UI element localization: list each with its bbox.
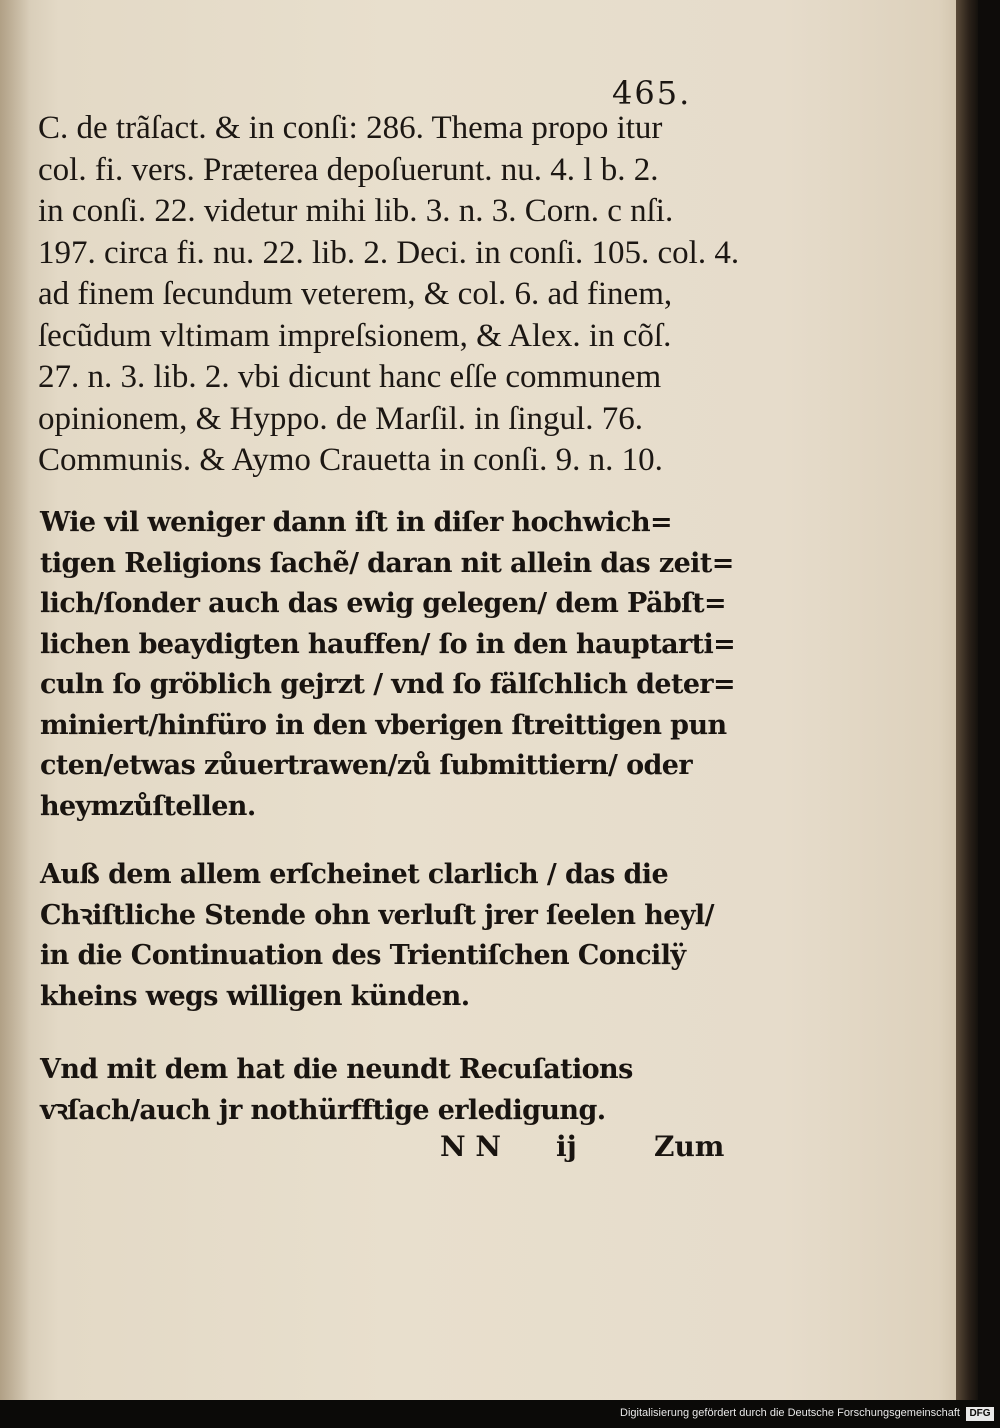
text-line: Chꝛiſtliche Stende ohn verluſt jrer ſeelen heyl/ [40, 899, 714, 931]
text-line: opinionem, & Hyppo. de Marſil. in ſingul. 76. [38, 400, 643, 437]
text-line: in conſi. 22. videtur mihi lib. 3. n. 3. Corn. c nſi. [38, 193, 674, 229]
text-line: Wie vil weniger dann iſt in diſer hochwich= [40, 507, 672, 538]
funding-notice: Digitalisierung gefördert durch die Deutsche Forschungsgemeinschaft [620, 1407, 960, 1419]
text-line: 27. n. 3. lib. 2. vbi dicunt hanc eſſe communem [38, 359, 662, 395]
text-line: Auß dem allem erſcheinet clarlich / das die [40, 859, 669, 890]
text-line: heymzůſtellen. [40, 790, 256, 822]
paragraph-1 [40, 503, 740, 827]
text-line: kheins wegs willigen künden. [40, 980, 470, 1012]
signature-line [440, 1130, 740, 1170]
paragraph-3 [40, 1050, 740, 1131]
text-line: col. fi. vers. Præterea depoſuerunt. nu. 4. l b. 2. [38, 151, 659, 188]
text-line: culn ſo gröblich gejrzt / vnd ſo fälſchlich deter= [40, 669, 736, 700]
paragraph-2 [40, 855, 740, 1017]
text-line: in die Continuation des Trientiſchen Concilÿ [40, 940, 686, 971]
catchword: Zum [654, 1130, 725, 1163]
text-line: miniert/hinfüro in den vberigen ſtreittigen pun [40, 709, 727, 741]
text-line: tigen Religions ſachẽ/ daran nit allein das zeit= [40, 547, 734, 579]
signature-mark: N N [440, 1130, 501, 1163]
text-line: lichen beaydigten hauffen/ ſo in den hauptarti= [40, 628, 736, 660]
text-line: ad finem ſecundum veterem, & col. 6. ad finem, [38, 276, 673, 312]
text-line: lich/ſonder auch das ewig gelegen/ dem Päbſt= [40, 588, 727, 619]
text-line: vꝛſach/auch jr nothürfftige erledigung. [40, 1094, 606, 1126]
text-line: ſecũdum vltimam impreſsionem, & Alex. in cõſ. [38, 317, 672, 354]
signature-number: ij [556, 1130, 577, 1163]
text-line: cten/etwas zůuertrawen/zů ſubmittiern/ oder [40, 750, 692, 781]
text-line: C. de trãſact. & in conſi: 286. Thema propo itur [38, 110, 663, 146]
footer-bar [0, 1400, 1000, 1428]
page-number: 465. [612, 74, 692, 112]
text-line: Vnd mit dem hat die neundt Recuſations [40, 1054, 633, 1085]
text-line: Communis. & Aymo Crauetta in conſi. 9. n. 10. [38, 442, 663, 478]
latin-citation-block [38, 108, 738, 482]
dfg-logo-icon: DFG [966, 1407, 994, 1421]
text-line: 197. circa fi. nu. 22. lib. 2. Deci. in conſi. 105. col. 4. [38, 234, 740, 271]
page-edge [956, 0, 978, 1400]
